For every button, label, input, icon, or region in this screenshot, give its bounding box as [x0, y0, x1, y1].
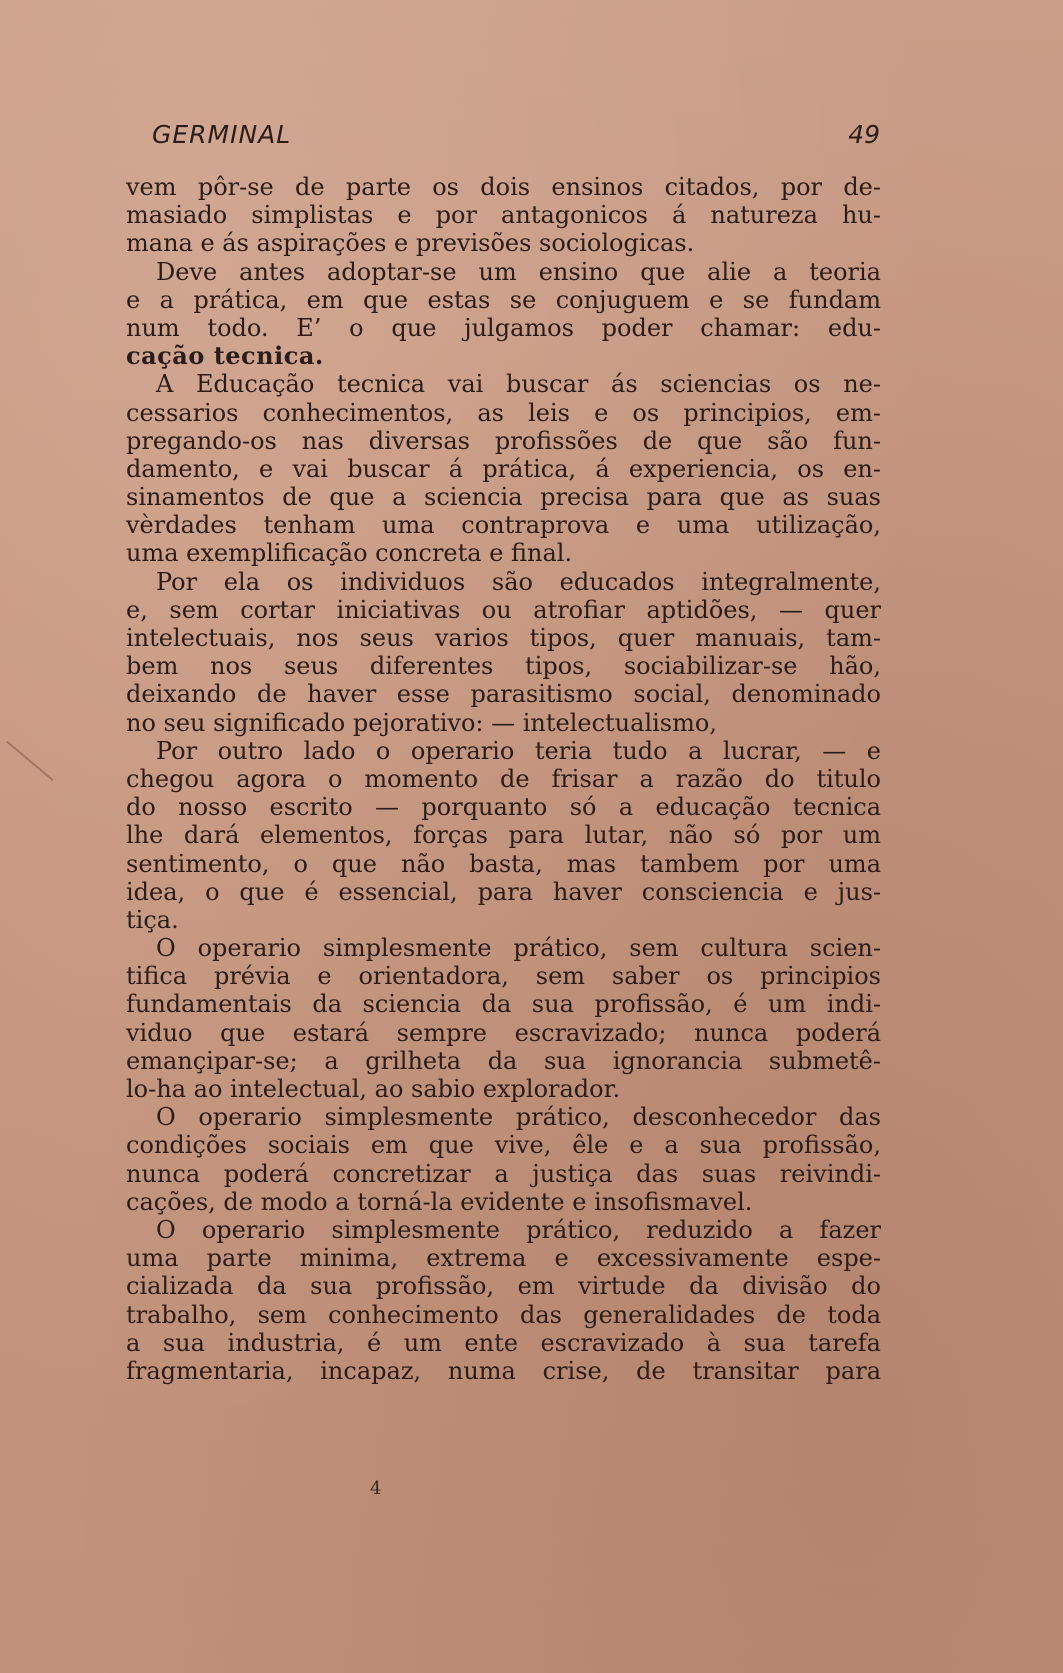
- text-line: a sua industria, é um ente escravizado à sua tarefa: [126, 1328, 881, 1357]
- text-line: masiado simplistas e por antagonicos á natureza hu-: [126, 201, 881, 230]
- text-line: lo-ha ao intelectual, ao sabio explorador.: [126, 1075, 621, 1103]
- text-line: pregando-os nas diversas profissões de que são fun-: [126, 426, 881, 455]
- running-title: GERMINAL: [152, 120, 292, 149]
- text-line: cações, de modo a torná-la evidente e insofismavel.: [126, 1187, 753, 1216]
- text-line: vem pôr-se de parte os dois ensinos citados, por de-: [126, 173, 881, 201]
- text-line: O operario simplesmente prático, desconhecedor das: [156, 1103, 881, 1132]
- text-line: O operario simplesmente prático, sem cultura scien-: [156, 934, 881, 963]
- body-text: [126, 173, 881, 1385]
- text-line: vèrdades tenham uma contraprova e uma utilização,: [126, 511, 881, 540]
- text-line: damento, e vai buscar á prática, á experiencia, os en-: [126, 454, 881, 483]
- text-line: mana e ás aspirações e previsões sociologicas.: [126, 229, 695, 258]
- text-line: Deve antes adoptar-se um ensino que alie a teoria: [156, 257, 881, 286]
- text-line: tifica prévia e orientadora, sem saber os principios: [126, 962, 881, 991]
- text-line: chegou agora o momento de frisar a razão do titulo: [126, 764, 881, 793]
- text-line: e, sem cortar iniciativas ou atrofiar aptidões, — quer: [126, 595, 881, 624]
- text-line: sentimento, o que não basta, mas tambem por uma: [126, 849, 881, 878]
- text-line: fragmentaria, incapaz, numa crise, de transitar para: [126, 1356, 881, 1385]
- text-line: no seu significado pejorativo: — intelectualismo,: [126, 708, 717, 737]
- text-line: tiça.: [126, 905, 179, 934]
- page-number: 49: [848, 120, 880, 149]
- text-line: do nosso escrito — porquanto só a educação tecnica: [126, 793, 881, 822]
- text-line: sinamentos de que a sciencia precisa para que as suas: [126, 483, 881, 512]
- text-line: intelectuais, nos seus varios tipos, quer manuais, tam-: [126, 624, 881, 652]
- footer-mark: 4: [370, 1478, 382, 1499]
- text-line: cializada da sua profissão, em virtude da divisão do: [126, 1272, 881, 1301]
- text-line-bold-term: cação tecnica.: [126, 341, 324, 371]
- page-header: [152, 120, 880, 160]
- page-crease: [6, 741, 53, 781]
- text-line: cessarios conhecimentos, as leis e os principios, em-: [126, 398, 881, 427]
- text-line: lhe dará elementos, forças para lutar, não só por um: [126, 821, 881, 850]
- text-line: uma exemplificação concreta e final.: [126, 539, 573, 568]
- text-line: nunca poderá concretizar a justiça das suas reivindi-: [126, 1159, 881, 1188]
- text-line: viduo que estará sempre escravizado; nunca poderá: [126, 1018, 881, 1047]
- text-line: A Educação tecnica vai buscar ás sciencias os ne-: [156, 370, 881, 399]
- text-line: trabalho, sem conhecimento das generalidades de toda: [126, 1300, 881, 1329]
- text-line: deixando de haver esse parasitismo social, denominado: [126, 680, 881, 709]
- text-line: num todo. E’ o que julgamos poder chamar: edu-: [126, 313, 881, 342]
- text-line: emançipar-se; a grilheta da sua ignorancia submetê-: [126, 1046, 881, 1075]
- text-line: uma parte minima, extrema e excessivamente espe-: [126, 1244, 881, 1273]
- text-line: bem nos seus diferentes tipos, sociabilizar-se hão,: [126, 652, 881, 681]
- text-line: Por ela os individuos são educados integralmente,: [156, 567, 881, 596]
- text-line: condições sociais em que vive, êle e a sua profissão,: [126, 1131, 881, 1160]
- text-line: e a prática, em que estas se conjuguem e se fundam: [126, 285, 881, 314]
- text-line: fundamentais da sciencia da sua profissão, é um indi-: [126, 990, 881, 1019]
- text-line: idea, o que é essencial, para haver consciencia e jus-: [126, 877, 881, 906]
- text-line: Por outro lado o operario teria tudo a lucrar, — e: [156, 736, 881, 765]
- text-line: O operario simplesmente prático, reduzido a fazer: [156, 1215, 881, 1244]
